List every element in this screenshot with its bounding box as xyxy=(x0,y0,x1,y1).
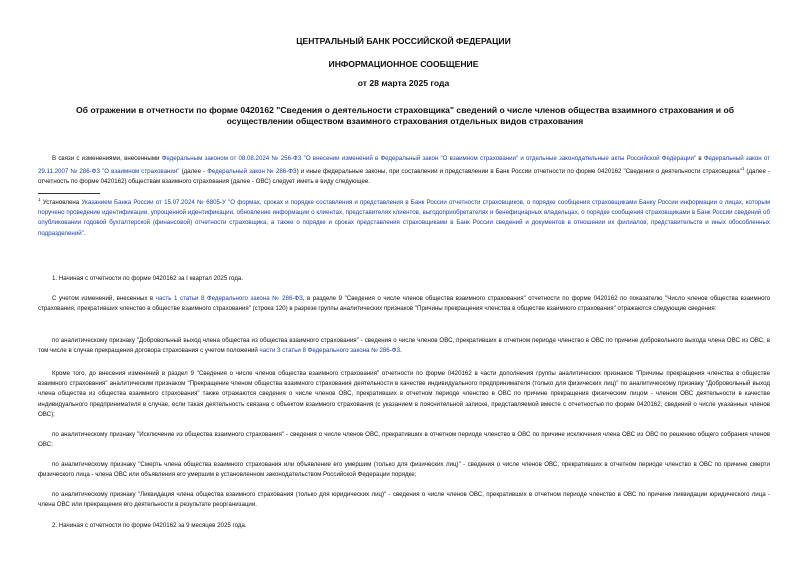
item-1: 1. Начиная с отчетности по форме 0420162 за I квартал 2025 года. xyxy=(52,275,244,282)
paragraph-6: по аналитическому признаку "Смерть члена общества взаимного страхования или объявление его умершим (только для физических лиц)" - сведения о числе членов ОВС, прекративших в отчетном периоде членство в ОВС по причине смерти физического лица - члена ОВС или объявления его умершим в установленном законодательством Российской Федерации порядке; xyxy=(38,461,770,479)
item-2: 2. Начиная с отчетности по форме 0420162 за 9 месяцев 2025 года. xyxy=(52,522,247,529)
document-date: от 28 марта 2025 года xyxy=(357,78,450,88)
document-type-heading: ИНФОРМАЦИОННОЕ СООБЩЕНИЕ xyxy=(328,59,479,69)
intro-paragraph: В связи с изменениями, внесенными Федеральным законом от 08.08.2024 № 256-ФЗ "О внесении изменений в Федеральный закон "О взаимном страховании" и отдельные законодательные акты Российской Федерации" в Федеральный закон от 29.11.2007 № 286-ФЗ "О взаимном страховании" (далее - Федеральный закон № 286-ФЗ) и иные федеральные законы, при составлении и представлении в Банк России отчетности по форме 0420162 "Сведения о деятельности страховщика"$^1$ (далее - отчетность по форме 0420162) обществам взаимного страхования (далее - ОВС) следует иметь в виду следующее. xyxy=(38,155,770,186)
footnote-text: $^1$ Установлена Указанием Банка России от 15.07.2024 № 6805-У "О формах, сроках и порядке составления и представления в Банк России отчетности страховщиков, о порядке сообщения страховщиками Банку России информации о лицах, которым поручено проведение идентификации, упрощенной идентификации, обновление информации о клиентах, представителях клиентов, выгодоприобретателях и бенефициарных владельцах, о порядке сообщения страховщиками в Банк России сведений об опубликовании годовой бухгалтерской (финансовой) отчетности страховщика, а также о порядке и сроках представления страховщиками в Банк России сведений и документов в отношении их филиалов, представительств и иных обособленных подразделений". xyxy=(38,196,770,237)
paragraph-7: по аналитическому признаку "Ликвидация члена общества взаимного страхования (только для юридических лиц)" - сведения о числе членов ОВС, прекративших в отчетном периоде членство в ОВС по причине ликвидации юридического лица - члена ОВС или прекращения его деятельности в результате реорганизации. xyxy=(38,491,770,509)
link-article-8-part-1[interactable]: часть 1 статьи 8 Федерального закона № 286-ФЗ xyxy=(155,295,303,302)
paragraph-3: по аналитическому признаку "Добровольный выход члена общества из общества взаимного страхования" - сведения о числе членов ОВС, прекративших в отчетном периоде членство в ОВС по причине добровольного выхода члена ОВС из ОВС, в том числе в случае прекращения договора страхования с учетом положений части 3 статьи 8 Федерального закона № 286-ФЗ. xyxy=(38,337,770,355)
footnote-number: 1 xyxy=(38,196,41,202)
paragraph-2: С учетом изменений, внесенных в часть 1 статьи 8 Федерального закона № 286-ФЗ, в разделе 9 "Сведения о числе членов общества взаимного страхования" отчетности по форме 0420162 по показателю "Число членов общества взаимного страхования, прекративших членство в обществе взаимного страхования" (строка 120) в разрезе группы аналитических признаков "Причины прекращения членства в обществе взаимного страхования" отражаются следующие сведения: xyxy=(38,295,771,313)
link-law-286fz[interactable]: Федеральный закон от 29.11.2007 № 286-ФЗ "О взаимном страховании" xyxy=(38,155,770,176)
footnote-marker[interactable]: 1 xyxy=(741,166,745,172)
link-directive-6805u[interactable]: Указанием Банка России от 15.07.2024 № 6805-У "О формах, сроках и порядке составления и представления в Банк России отчетности страховщиков, о порядке сообщения страховщиками Банку России информации о лицах, которым поручено проведение идентификации, упрощенной идентификации, обновление информации о клиентах, представителях клиентов, выгодоприобретателях и бенефициарных владельцах, о порядке сообщения страховщиками в Банк России сведений об опубликовании годовой бухгалтерской (финансовой) отчетности страховщика, а также о порядке и сроках представления страховщиками в Банк России сведений и документов в отношении их филиалов, представительств и иных обособленных подразделений" xyxy=(38,199,770,237)
paragraph-5: по аналитическому признаку "Исключение из общества взаимного страхования" - сведения о числе членов ОВС, прекративших в отчетном периоде членство в ОВС по причине исключения члена ОВС из ОВС по решению общего собрания членов ОВС; xyxy=(38,431,770,449)
link-article-8-part-3[interactable]: части 3 статьи 8 Федерального закона № 286-ФЗ xyxy=(259,347,401,355)
footnote-divider xyxy=(38,193,100,194)
issuer-heading: ЦЕНТРАЛЬНЫЙ БАНК РОССИЙСКОЙ ФЕДЕРАЦИИ xyxy=(296,36,511,46)
paragraph-4: Кроме того, до внесения изменений в раздел 9 "Сведения о числе членов общества взаимного страхования" отчетности по форме 0420162 в части дополнения группы аналитических признаков "Причины прекращения членства в обществе взаимного страхования" аналитическим признаком "Прекращение членом общества взаимного страхования деятельности в качестве индивидуального предпринимателя (только для физических лиц)" по аналитическому признаку "Добровольный выход члена общества из общества взаимного страхования" также отражаются сведения о числе членов ОВС, прекративших в отчетном периоде членство в ОВС по причине прекращения физическим лицом - членом ОВС деятельности в качестве индивидуального предпринимателя в случае, если такая деятельность связана с объектом взаимного страхования (с указанием в пояснительной записке, представляемой вместе с отчетностью по форме 0420162, сведений о числе указанных членов ОВС); xyxy=(38,370,770,418)
link-law-256fz[interactable]: Федеральным законом от 08.08.2024 № 256-ФЗ "О внесении изменений в Федеральный закон "О взаимном страховании" и отдельные законодательные акты Российской Федерации" xyxy=(161,155,697,162)
document-title: Об отражении в отчетности по форме 0420162 "Сведения о деятельности страховщика" сведений о числе членов общества взаимного страхования и об осуществлении обществом взаимного страхования отдельных видов страхования xyxy=(75,105,735,127)
link-law-286fz-short[interactable]: Федеральный закон № 286-ФЗ xyxy=(207,168,297,176)
